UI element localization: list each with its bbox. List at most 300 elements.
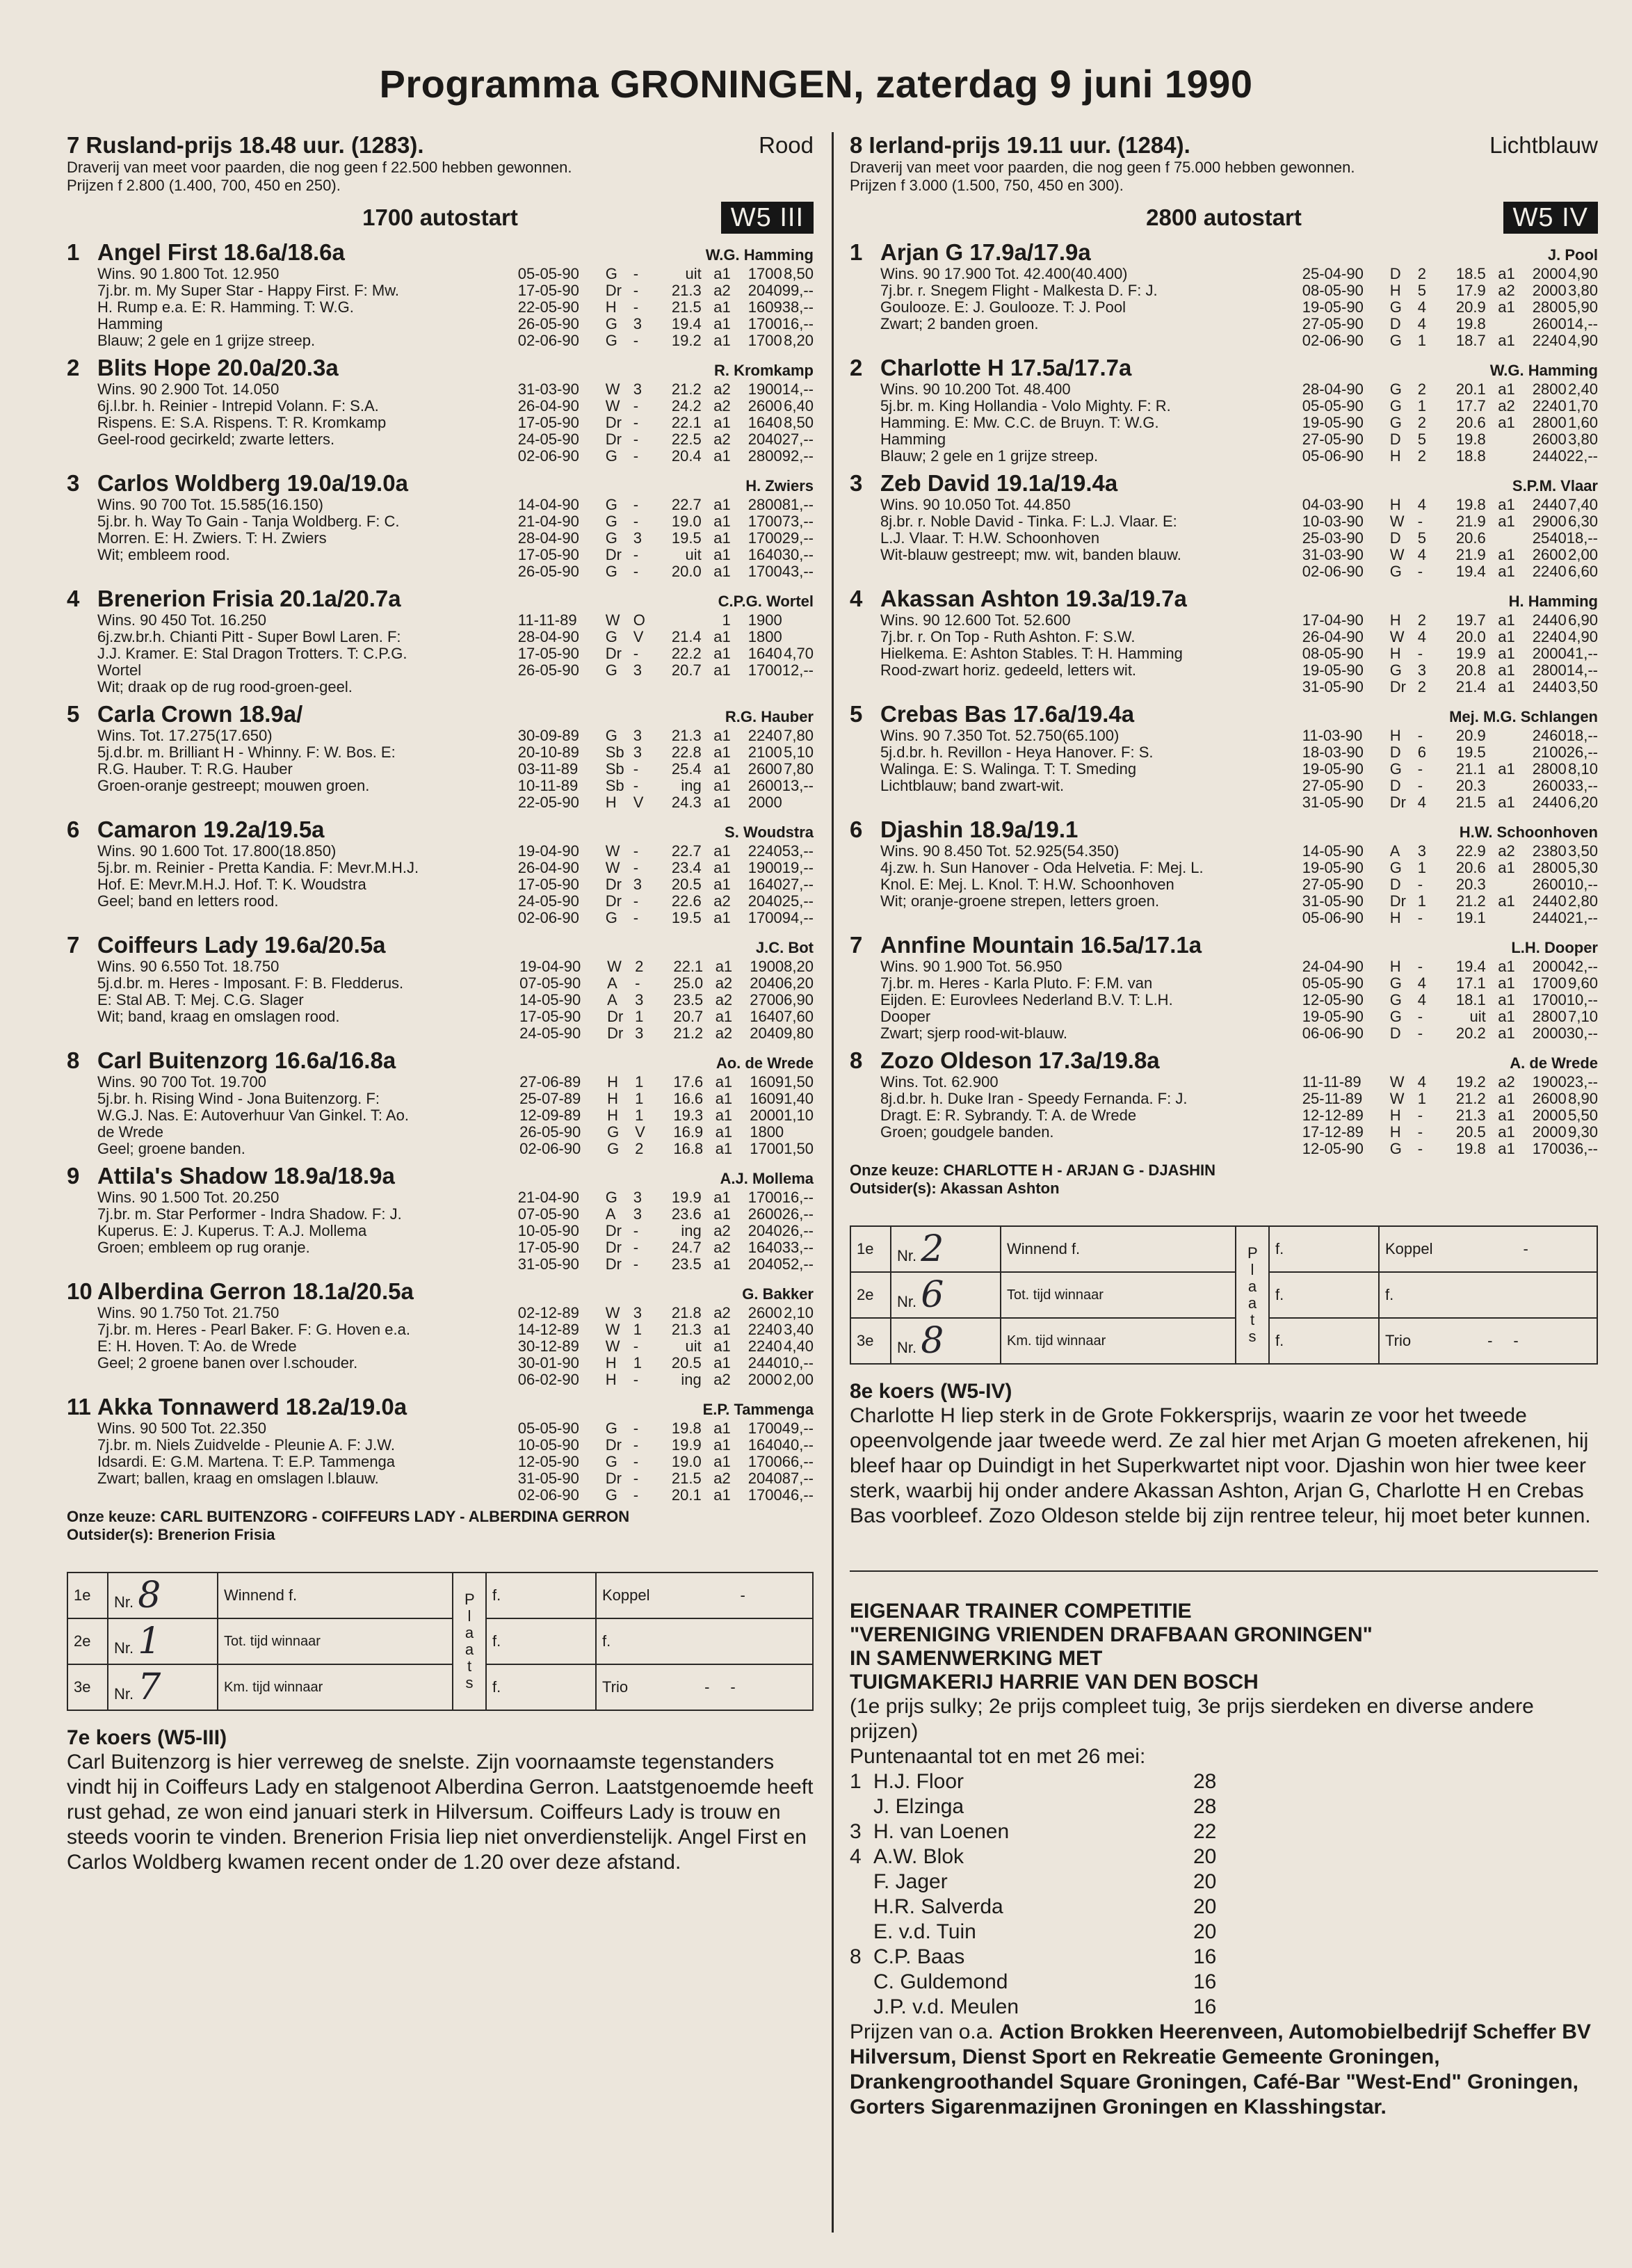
form-row	[519, 1091, 814, 1107]
form-cell: 21.2	[673, 1024, 704, 1042]
form-cell: 2600	[1532, 431, 1567, 448]
form-cell: 1609	[748, 298, 782, 316]
form-cell: a1	[713, 1419, 731, 1437]
form-cell: 20-10-89	[517, 743, 579, 761]
horse-description-line: Wins. 90 2.900 Tot. 14.050	[97, 380, 280, 398]
form-cell: 11-03-90	[1302, 727, 1363, 744]
horse-name: Crebas Bas 17.6a/19.4a	[880, 701, 1135, 727]
form-cell: 20.2	[1455, 1024, 1486, 1042]
horse-header	[67, 701, 814, 727]
horse-description-line: Wit-blauw gestreept; mw. wit, banden blauw.	[880, 546, 1181, 563]
horse-description-line: Wins. 90 1.900 Tot. 56.950	[880, 958, 1063, 975]
race-header	[67, 132, 814, 159]
horse-description-line: 7j.br. m. Heres - Pearl Baker. F: G. Hoven e.a.	[97, 1321, 410, 1338]
horse-description	[850, 381, 1302, 465]
section-divider	[850, 1570, 1598, 1572]
form-cell: 18.8	[1455, 447, 1486, 465]
form-cell: Dr	[605, 414, 622, 431]
form-cell: a1	[1498, 1008, 1515, 1025]
form-cell	[1486, 727, 1515, 744]
form-cell: -	[1417, 645, 1423, 662]
handwritten-number: 7	[138, 1666, 161, 1708]
form-cell: 49,--	[782, 1419, 814, 1437]
form-cell: 19.5	[1455, 743, 1486, 761]
horse-description-line: 4j.zw. h. Sun Hanover - Oda Helvetia. F: Mej. L.	[880, 859, 1204, 876]
form-cell: 2440	[1532, 447, 1567, 465]
form-cell: 2440	[1532, 496, 1567, 513]
horse-description	[67, 1420, 518, 1504]
form-cell: a2	[713, 1371, 731, 1388]
result-table	[67, 1572, 814, 1711]
race-conditions	[67, 159, 814, 195]
handwritten-number: 8	[921, 1320, 944, 1362]
form-cell: 05-05-90	[517, 265, 579, 282]
form-cell: -	[1417, 1107, 1423, 1124]
horse-description-line: Morren. E: H. Zwiers. T: H. Zwiers	[97, 529, 327, 547]
form-cell: G	[1389, 332, 1402, 349]
form-row	[1302, 1074, 1598, 1091]
race-title: 7 Rusland-prijs 18.48 uur. (1283).	[67, 132, 424, 158]
form-row	[518, 398, 814, 415]
form-cell: 31-03-90	[517, 380, 579, 398]
horse-trainer: L.H. Dooper	[1511, 939, 1598, 956]
koppel-cell: Koppel -	[1379, 1226, 1597, 1272]
horse-number: 3	[850, 470, 863, 496]
form-cell	[782, 794, 814, 811]
horse-description-line: Wins. 90 7.350 Tot. 52.750(65.100)	[880, 727, 1120, 744]
horse-description-line: 6j.l.br. h. Reinier - Intrepid Volann. F: S.A.	[97, 397, 379, 415]
winnend-label: Winnend f.	[1001, 1226, 1236, 1272]
form-cell	[652, 612, 702, 629]
horse-description-line: Hof. E: Mevr.M.H.J. Hof. T: K. Woudstra	[97, 876, 366, 893]
form-cell: 1800	[748, 628, 782, 645]
form-row	[518, 778, 814, 794]
form-cell: 1700	[748, 1419, 782, 1437]
horse-header	[850, 355, 1598, 381]
form-cell: 7,80	[784, 760, 814, 778]
nr-cell[interactable]	[108, 1618, 218, 1664]
form-cell: 25-04-90	[1302, 265, 1364, 282]
form-cell: a1	[1498, 794, 1515, 811]
form-cell: 22.2	[671, 645, 702, 662]
horse-description-line: Geel; band en letters rood.	[97, 892, 279, 910]
form-row	[519, 975, 814, 992]
form-cell: 1	[722, 611, 731, 629]
form-row	[519, 958, 814, 975]
form-cell: 1700	[748, 513, 782, 530]
form-cell: 1640	[748, 1436, 782, 1454]
form-cell: G	[605, 496, 617, 513]
form-cell: 24.3	[671, 794, 702, 811]
form-cell: -	[1417, 1123, 1423, 1141]
form-cell: 2240	[748, 1321, 782, 1338]
horse-description-line: Hamming	[97, 315, 163, 332]
race-conditions	[850, 159, 1598, 195]
horse-description-line: Wins. Tot. 62.900	[880, 1073, 999, 1091]
form-cell: a1	[713, 1189, 731, 1206]
form-cell: G	[1389, 760, 1402, 778]
distance-row	[850, 199, 1598, 234]
form-cell: 1640	[748, 414, 782, 431]
place-label: 1e	[850, 1226, 891, 1272]
form-cell: 12-05-90	[1302, 991, 1364, 1008]
form-cell: 99,--	[782, 282, 814, 299]
nr-cell[interactable]	[108, 1664, 218, 1710]
form-cell: 1700	[748, 1486, 782, 1504]
picks	[67, 1508, 814, 1544]
form-cell: 17-04-90	[1302, 611, 1364, 629]
horse-description-line: E: Stal AB. T: Mej. C.G. Slager	[97, 991, 304, 1008]
form-cell: 19.0	[671, 513, 702, 530]
form-cell: 20.9	[1455, 298, 1486, 316]
form-cell: 2100	[1532, 743, 1567, 761]
form-row	[518, 876, 814, 893]
form-cell: 2800	[748, 447, 782, 465]
form-cell: 30-09-89	[517, 727, 579, 744]
form-cell: Sb	[605, 777, 624, 794]
form-cell: G	[607, 1140, 620, 1157]
form-row	[518, 910, 814, 926]
form-cell: 22.1	[671, 414, 702, 431]
horse-name: Zeb David 19.1a/19.4a	[880, 470, 1118, 496]
form-cell: 30,--	[1566, 1024, 1598, 1042]
horse-name: Akka Tonnawerd 18.2a/19.0a	[97, 1394, 407, 1419]
form-cell: 26-05-90	[517, 315, 579, 332]
horse-form	[518, 843, 814, 926]
km-label: Km. tijd winnaar	[218, 1664, 453, 1710]
horse-name: Akassan Ashton 19.3a/19.7a	[880, 586, 1187, 611]
form-cell: H	[1389, 727, 1401, 744]
horse-description-line: de Wrede	[97, 1123, 163, 1141]
form-cell: G	[605, 1189, 617, 1206]
form-cell: Dr	[1389, 892, 1406, 910]
tot-label: Tot. tijd winnaar	[1001, 1272, 1236, 1318]
horse-entry	[850, 355, 1598, 465]
form-cell: a2	[713, 1239, 731, 1256]
form-cell: 1609	[750, 1073, 784, 1091]
horse-description	[67, 727, 518, 811]
form-row	[1302, 679, 1598, 695]
form-cell: 19.3	[673, 1107, 704, 1124]
horse-description	[850, 266, 1302, 349]
horse-form	[1302, 381, 1598, 465]
form-cell: 31-05-90	[1302, 678, 1364, 695]
form-cell: H	[1389, 496, 1401, 513]
competition-title-line: EIGENAAR TRAINER COMPETITIE	[850, 1600, 1192, 1623]
form-cell: W	[605, 397, 620, 415]
horse-form	[518, 381, 814, 465]
form-cell: 2	[1417, 447, 1426, 465]
form-cell: 20.5	[671, 1354, 702, 1372]
horse-description	[850, 612, 1302, 695]
form-cell: a1	[1498, 332, 1515, 349]
form-cell: -	[633, 842, 639, 860]
horse-trainer: H. Zwiers	[745, 477, 814, 494]
form-cell: 1700	[1532, 991, 1567, 1008]
form-row	[518, 415, 814, 431]
race-condition-line: Prijzen f 2.800 (1.400, 700, 450 en 250).	[67, 177, 341, 194]
form-cell: 6,90	[1568, 611, 1598, 629]
form-cell: 2600	[1532, 777, 1567, 794]
form-cell: 14-05-90	[1302, 842, 1364, 860]
score-row	[850, 1819, 1598, 1844]
race-condition-line: Draverij van meet voor paarden, die nog geen f 75.000 hebben gewonnen.	[850, 159, 1355, 176]
form-cell: Dr	[605, 876, 622, 893]
race-condition-line: Draverij van meet voor paarden, die nog geen f 22.500 hebben gewonnen.	[67, 159, 572, 176]
place-label: 2e	[67, 1618, 108, 1664]
form-cell: a1	[1498, 546, 1515, 563]
form-cell: -	[1417, 1024, 1423, 1042]
form-cell: 1,50	[784, 1073, 814, 1091]
score-name: J.P. v.d. Meulen	[873, 1995, 1019, 2018]
form-row	[518, 612, 814, 629]
form-cell: 27-05-90	[1302, 876, 1364, 893]
form-cell: D	[1389, 265, 1401, 282]
form-cell: a1	[713, 1321, 731, 1338]
horse-description-line: Knol. E: Mej. L. Knol. T: H.W. Schoonhoven	[880, 876, 1174, 893]
form-cell: 07-05-90	[519, 974, 581, 992]
score-row	[850, 1945, 1598, 1970]
form-cell: 1	[1417, 332, 1426, 349]
form-row	[518, 1487, 814, 1504]
form-cell: 28-04-90	[1302, 380, 1364, 398]
form-cell: 31-03-90	[1302, 546, 1364, 563]
horse-description-line: 7j.br. m. Star Performer - Indra Shadow. F: J.	[97, 1205, 402, 1223]
horse-description-line: Wins. 90 1.600 Tot. 17.800(18.850)	[97, 842, 337, 860]
form-cell: -	[633, 892, 639, 910]
horse-form	[519, 958, 814, 1042]
horse-description-line: Rispens. E: S.A. Rispens. T: R. Kromkamp	[97, 414, 387, 431]
form-cell: -	[633, 265, 639, 282]
horse-description-line: Rood-zwart horiz. gedeeld, letters wit.	[880, 661, 1137, 679]
horse-trainer: W.G. Hamming	[705, 246, 814, 264]
form-cell: ing	[681, 1222, 702, 1239]
form-cell: 16,--	[782, 315, 814, 332]
competition-title-line: IN SAMENWERKING MET	[850, 1647, 1103, 1670]
form-cell: a2	[713, 1470, 731, 1487]
form-cell: 2240	[748, 1337, 782, 1355]
form-cell: Dr	[605, 282, 622, 299]
form-cell: G	[1389, 1140, 1402, 1157]
horse-description-line: Wins. 90 12.600 Tot. 52.600	[880, 611, 1071, 629]
horse-header	[850, 817, 1598, 843]
horse-entry	[850, 239, 1598, 349]
horse-description-line: 7j.br. r. Snegem Flight - Malkesta D. F: J.	[880, 282, 1158, 299]
form-row	[1302, 662, 1598, 679]
horse-description-line: Idsardi. E: G.M. Martena. T: E.P. Tammenga	[97, 1453, 395, 1470]
handwritten-number: 2	[921, 1228, 944, 1270]
form-cell: G	[1389, 563, 1402, 580]
form-cell: 10-03-90	[1302, 513, 1364, 530]
nr-label: Nr.	[114, 1593, 134, 1611]
horse-description-line: Wins. 90 17.900 Tot. 42.400(40.400)	[880, 265, 1128, 282]
form-cell: 23,--	[1566, 1073, 1598, 1091]
horse-description	[67, 1074, 519, 1157]
form-cell: 3,50	[1568, 678, 1598, 695]
form-cell: W	[1389, 546, 1405, 563]
form-cell: 21.2	[1455, 1090, 1486, 1107]
form-row	[1302, 497, 1598, 513]
form-cell: H	[607, 1073, 619, 1091]
form-cell: 2	[635, 1140, 644, 1157]
form-cell: a1	[715, 1107, 733, 1124]
form-cell: 26-04-90	[1302, 628, 1364, 645]
form-row	[1302, 1091, 1598, 1107]
km-label: Km. tijd winnaar	[1001, 1318, 1236, 1364]
horse-trainer: W.G. Hamming	[1489, 362, 1598, 379]
sponsors	[850, 2020, 1598, 2120]
form-cell: 18.7	[1455, 332, 1486, 349]
form-cell	[1486, 744, 1515, 761]
form-row	[518, 513, 814, 530]
form-cell: 27,--	[782, 431, 814, 448]
form-cell: -	[633, 546, 639, 563]
horse-trainer: S.P.M. Vlaar	[1512, 477, 1598, 494]
horse-entry	[850, 817, 1598, 926]
form-cell: 30,--	[782, 546, 814, 563]
form-cell: 21.1	[1455, 760, 1486, 778]
form-cell: 1700	[1532, 974, 1567, 992]
form-cell: 4,90	[1568, 628, 1598, 645]
form-cell: 5,30	[1568, 859, 1598, 876]
form-cell: -	[633, 1337, 639, 1355]
horse-description-line: Wins. 90 700 Tot. 19.700	[97, 1073, 266, 1091]
horse-form	[1302, 497, 1598, 580]
horse-description-line: R.G. Hauber. T: R.G. Hauber	[97, 760, 293, 778]
f-label: f.	[486, 1573, 596, 1618]
form-cell: -	[633, 1436, 639, 1454]
form-cell: 21.3	[671, 1321, 702, 1338]
form-row	[518, 448, 814, 465]
form-cell: 10,--	[782, 1354, 814, 1372]
form-row	[1302, 282, 1598, 299]
horse-description-line: Hamming. E: Mw. C.C. de Bruyn. T: W.G.	[880, 414, 1159, 431]
horse-description	[67, 1305, 518, 1388]
horse-trainer: A. de Wrede	[1510, 1054, 1598, 1072]
form-cell: 9,30	[1568, 1123, 1598, 1141]
form-cell: 27-05-90	[1302, 431, 1364, 448]
form-cell: 1700	[750, 1140, 784, 1157]
form-cell: 14,--	[782, 380, 814, 398]
form-row	[518, 1305, 814, 1321]
score-name: J. Elzinga	[873, 1795, 964, 1818]
form-cell: 8,20	[784, 332, 814, 349]
horse-form	[519, 1074, 814, 1157]
form-cell: V	[633, 628, 644, 645]
form-row	[518, 893, 814, 910]
form-cell: G	[605, 563, 617, 580]
form-cell: 1900	[748, 611, 782, 629]
horse-description	[67, 612, 518, 695]
f-label: f.	[486, 1664, 596, 1710]
form-cell: W	[605, 859, 620, 876]
form-cell: D	[1389, 876, 1401, 893]
form-cell: G	[605, 1419, 617, 1437]
form-row	[518, 282, 814, 299]
form-cell: a1	[713, 1436, 731, 1454]
form-cell: 21.5	[1455, 794, 1486, 811]
form-row	[518, 744, 814, 761]
form-cell: 3	[633, 743, 642, 761]
horse-name: Arjan G 17.9a/17.9a	[880, 239, 1091, 265]
horse-form	[518, 1189, 814, 1273]
form-row	[518, 316, 814, 332]
form-cell: 10-11-89	[517, 777, 579, 794]
form-row	[1302, 266, 1598, 282]
form-cell: 06-02-90	[517, 1371, 579, 1388]
horse-header	[850, 586, 1598, 612]
nr-cell[interactable]	[891, 1318, 1001, 1364]
form-cell: 2600	[1532, 546, 1567, 563]
plaats-label	[1236, 1226, 1269, 1364]
form-cell: 8,50	[784, 414, 814, 431]
horse-trainer: H. Hamming	[1508, 593, 1598, 610]
form-cell: 4,90	[1568, 332, 1598, 349]
form-cell: Dr	[605, 645, 622, 662]
form-cell: a1	[715, 958, 733, 975]
form-cell: -	[1417, 727, 1423, 744]
form-cell: 05-05-90	[517, 1419, 579, 1437]
form-cell: 2540	[1532, 529, 1567, 547]
form-cell: 2900	[1532, 513, 1567, 530]
form-cell: -	[633, 298, 639, 316]
form-cell: H	[1389, 958, 1401, 975]
race-color: Lichtblauw	[1489, 132, 1598, 158]
form-cell: 2	[1417, 380, 1426, 398]
form-cell: 26-05-90	[517, 661, 579, 679]
score-name: H.R. Salverda	[873, 1895, 1003, 1918]
form-cell: 14-12-89	[517, 1321, 579, 1338]
form-cell: 21.4	[1455, 678, 1486, 695]
form-cell: 2,80	[1568, 892, 1598, 910]
form-cell: 19-05-90	[1302, 414, 1364, 431]
form-cell: O	[633, 611, 645, 629]
form-cell: G	[605, 1486, 617, 1504]
form-cell: 23.5	[673, 991, 704, 1008]
form-cell: 14-04-90	[517, 496, 579, 513]
form-cell: -	[1417, 876, 1423, 893]
score-points: 20	[1193, 1920, 1217, 1943]
form-cell: A	[605, 1205, 616, 1223]
form-cell: a2	[713, 282, 731, 299]
form-cell: 87,--	[782, 1470, 814, 1487]
form-cell: 2000	[1532, 265, 1567, 282]
nr-cell[interactable]	[891, 1272, 1001, 1318]
form-cell: 2040	[748, 431, 782, 448]
horse-name: Annfine Mountain 16.5a/17.1a	[880, 932, 1202, 958]
form-cell: 1	[635, 1073, 644, 1091]
form-cell: 1,60	[1568, 414, 1598, 431]
form-cell: 2440	[748, 1354, 782, 1372]
form-row	[1302, 876, 1598, 893]
form-cell: 20.7	[673, 1008, 704, 1025]
horse-entry	[850, 701, 1598, 811]
nr-cell[interactable]	[108, 1573, 218, 1618]
form-row	[518, 1420, 814, 1437]
form-cell: 1	[1417, 397, 1426, 415]
form-cell: -	[633, 1486, 639, 1504]
left-column	[67, 132, 814, 1875]
form-cell: 3	[633, 1189, 642, 1206]
horse-number: 6	[67, 817, 80, 842]
score-row	[850, 1844, 1598, 1869]
horse-number: 4	[67, 586, 80, 611]
form-cell	[1486, 876, 1515, 893]
horse-name: Attila's Shadow 18.9a/18.9a	[97, 1163, 395, 1189]
form-cell: 19.8	[1455, 1140, 1486, 1157]
nr-cell[interactable]	[891, 1226, 1001, 1272]
horse-description-line: Zwart; 2 banden groen.	[880, 315, 1039, 332]
